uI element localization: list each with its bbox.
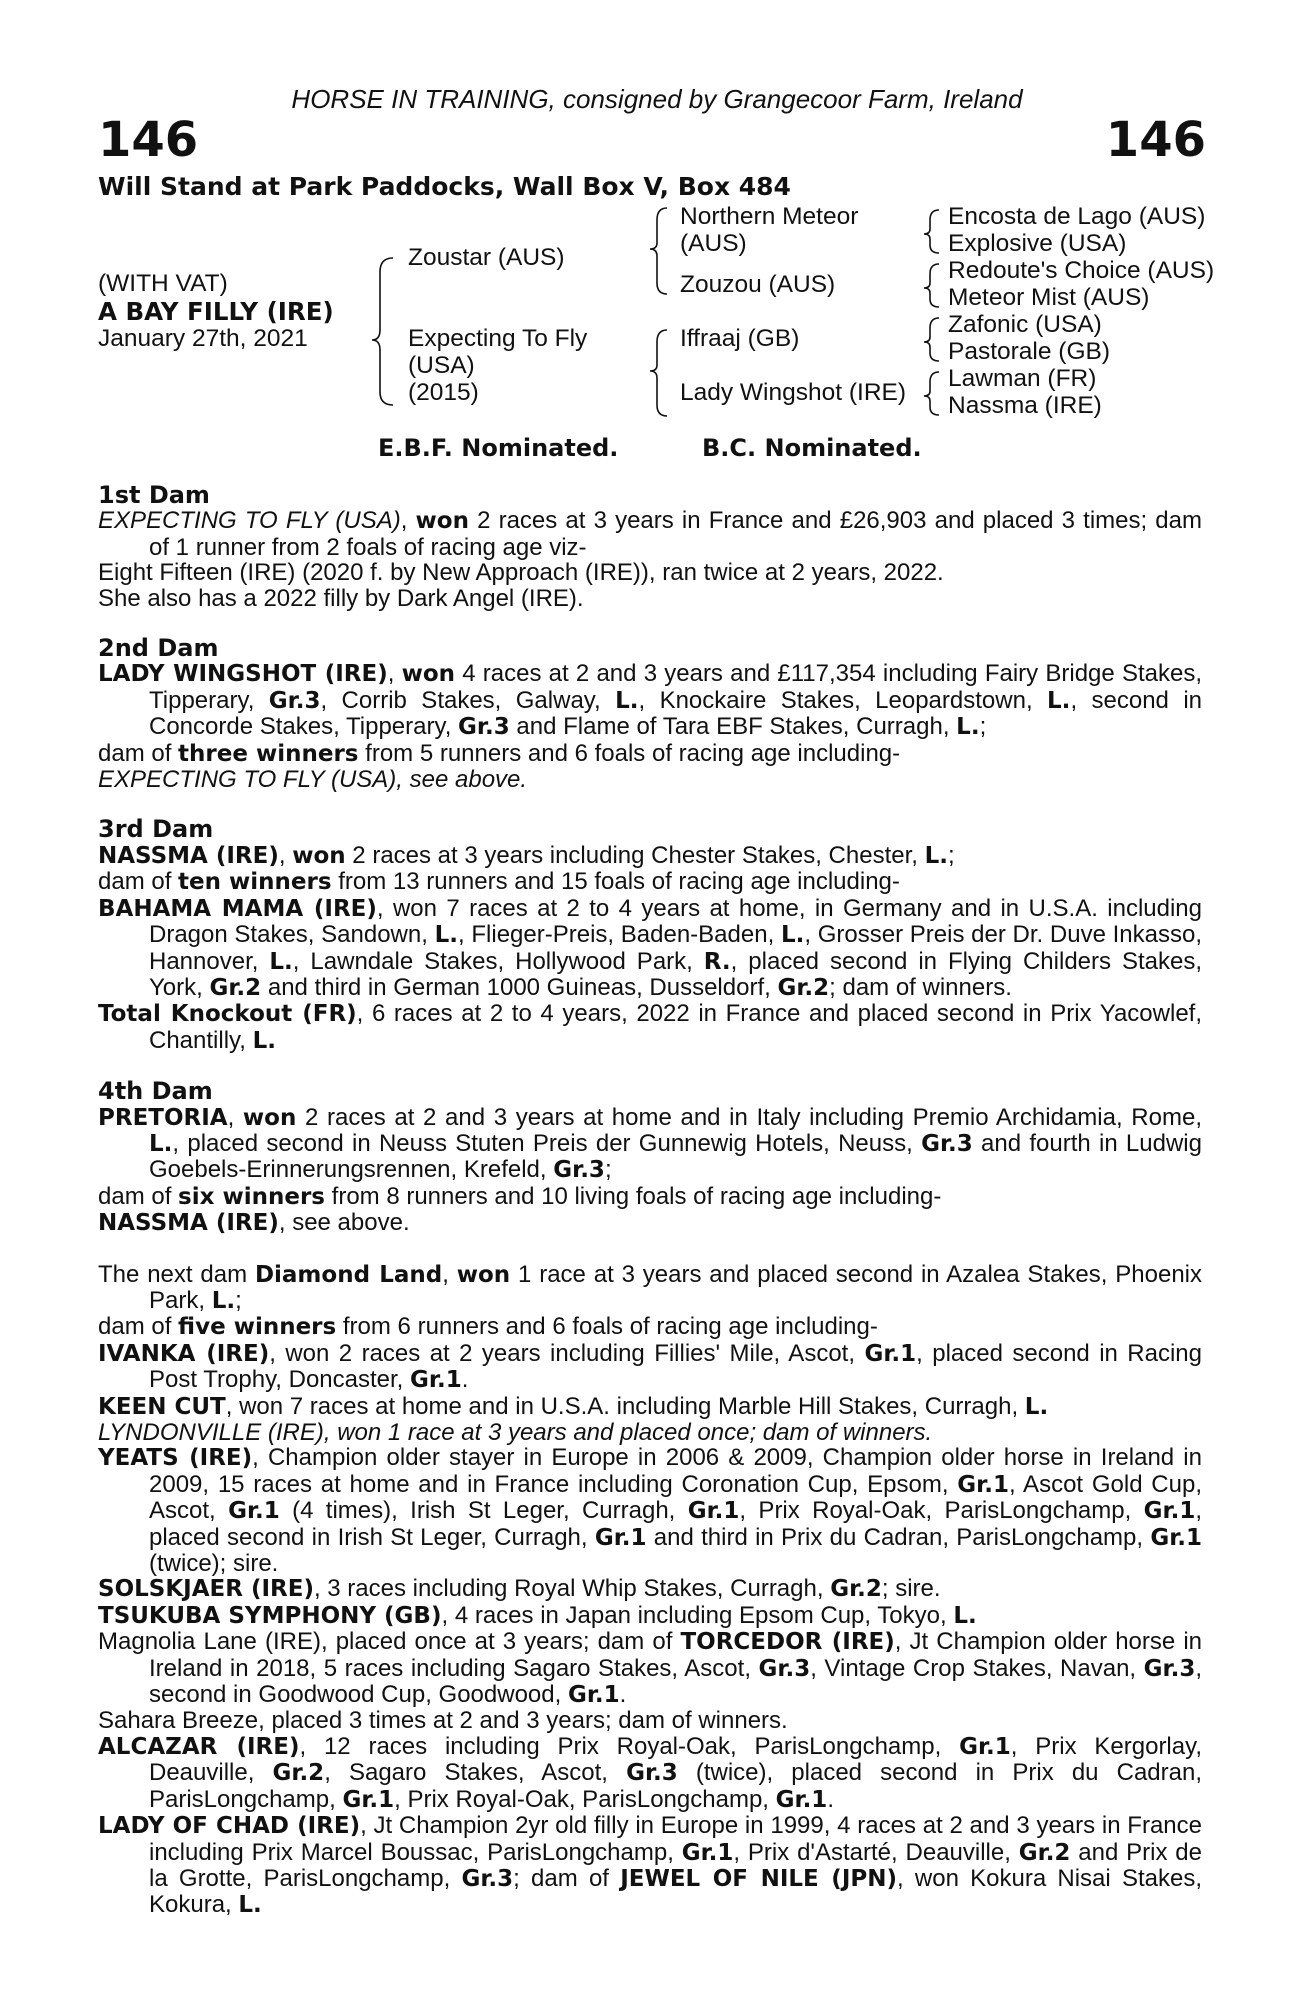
produce-record: BAHAMA MAMA (IRE), won 7 races at 2 to 4 years at home, in Germany and in U.S.A. including Dragon Stakes, Sandown, L., Flieger-Preis, Baden-Baden, L., Grosser Preis der Dr. Duve Inkasso, Hannover, L., Lawndale Stakes, Hollywood Park, R., placed second in Flying Childers Stakes, York, Gr.2 and third in German 1000 Guineas, Dusseldorf, Gr.2; dam of winners. [98,894,1203,1001]
dam-name-line3: (2015) [408,379,479,406]
produce-note: She also has a 2022 filly by Dark Angel (IRE). [98,584,584,612]
gen3-5: Zafonic (USA) [948,311,1102,338]
dam-name-line1: Expecting To Fly [408,325,588,352]
produce-record: LADY OF CHAD (IRE), Jt Champion 2yr old filly in Europe in 1999, 4 races at 2 and 3 years in France including Prix Marcel Boussac, ParisLongchamp, Gr.1, Prix d'Astarté, Deauville, Gr.2 and Prix de la Grotte, ParisLongchamp, Gr.3; dam of JEWEL OF NILE (JPN), won Kokura Nisai Stakes, Kokura, L. [98,1812,1202,1919]
gen3-2: Explosive (USA) [948,230,1127,257]
gen3-6: Pastorale (GB) [948,338,1111,365]
next-dam-entry: The next dam Diamond Land, won 1 race at 3 years and placed second in Azalea Stakes, Phoenix Park, L.; [98,1260,1203,1314]
gen3-1: Encosta de Lago (AUS) [948,203,1206,230]
ebf-nominated: E.B.F. Nominated. [378,434,619,462]
catalogue-body [98,483,1202,1919]
pedigree-braces [0,0,1314,440]
third-dam-entry: NASSMA (IRE), won 2 races at 3 years including Chester Stakes, Chester, L.; [98,841,955,869]
dam-name-line2: (USA) [408,352,475,379]
gen3-8: Nassma (IRE) [948,392,1102,419]
produce-record: IVANKA (IRE), won 2 races at 2 years including Fillies' Mile, Ascot, Gr.1, placed second in Racing Post Trophy, Doncaster, Gr.1. [98,1339,1203,1394]
catalogue-header: HORSE IN TRAINING, consigned by Grangecoor Farm, Ireland [291,84,1023,114]
produce-record: SOLSKJAER (IRE), 3 races including Royal Whip Stakes, Curragh, Gr.2; sire. [98,1575,941,1603]
second-dam-produce: dam of three winners from 5 runners and 6 foals of racing age including- [98,739,901,767]
gen3-3: Redoute's Choice (AUS) [948,257,1215,284]
foaling-date: January 27th, 2021 [98,325,308,352]
dam-dam: Lady Wingshot (IRE) [680,379,907,406]
produce-record: Total Knockout (FR), 6 races at 2 to 4 years, 2022 in France and placed second in Prix Yacowlef, Chantilly, L. [98,1000,1202,1054]
sire-dam: Zouzou (AUS) [680,271,836,298]
dam-sire: Iffraaj (GB) [680,325,800,352]
third-dam-produce: dam of ten winners from 13 runners and 15 foals of racing age including- [98,868,900,896]
fourth-dam-produce: dam of six winners from 8 runners and 10 living foals of racing age including- [98,1182,942,1210]
produce-record: Eight Fifteen (IRE) (2020 f. by New Approach (IRE)), ran twice at 2 years, 2022. [98,559,944,587]
gen3-7: Lawman (FR) [948,365,1097,392]
lot-number-right: 146 [1105,112,1206,168]
fourth-dam-heading: 4th Dam [98,1077,213,1106]
produce-record: NASSMA (IRE), see above. [98,1209,410,1237]
bc-nominated: B.C. Nominated. [702,434,922,462]
second-dam-heading: 2nd Dam [98,634,219,663]
sire-name: Zoustar (AUS) [408,244,565,271]
gen3-4: Meteor Mist (AUS) [948,284,1150,311]
horse-name: A BAY FILLY (IRE) [98,297,334,326]
sire-sire-line2: (AUS) [680,230,747,257]
produce-record: EXPECTING TO FLY (USA), see above. [98,766,528,794]
second-dam-entry: LADY WINGSHOT (IRE), won 4 races at 2 and 3 years and £117,354 including Fairy Bridge Stakes, Tipperary, Gr.3, Corrib Stakes, Galway, L., Knockaire Stakes, Leopardstown, L., second in Concorde Stakes, Tipperary, Gr.3 and Flame of Tara EBF Stakes, Curragh, L.; [98,660,1203,741]
produce-record: LYNDONVILLE (IRE), won 1 race at 3 years and placed once; dam of winners. [98,1419,933,1446]
produce-record: Magnolia Lane (IRE), placed once at 3 years; dam of TORCEDOR (IRE), Jt Champion older horse in Ireland in 2018, 5 races including Sagaro Stakes, Ascot, Gr.3, Vintage Crop Stakes, Navan, Gr.3, second in Goodwood Cup, Goodwood, Gr.1. [98,1628,1202,1709]
stand-location: Will Stand at Park Paddocks, Wall Box V, Box 484 [98,172,791,201]
sire-sire-line1: Northern Meteor [680,203,859,230]
produce-record: YEATS (IRE), Champion older stayer in Europe in 2006 & 2009, Champion older horse in Ireland in 2009, 15 races at home and in France including Coronation Cup, Epsom, Gr.1, Ascot Gold Cup, Ascot, Gr.1 (4 times), Irish St Leger, Curragh, Gr.1, Prix Royal-Oak, ParisLongchamp, Gr.1, placed second in Irish St Leger, Curragh, Gr.1 and third in Prix du Cadran, ParisLongchamp, Gr.1 (twice); sire. [98,1444,1203,1578]
first-dam-entry: EXPECTING TO FLY (USA), won 2 races at 3 years in France and £26,903 and placed 3 times; dam of 1 runner from 2 foals of racing age viz- [98,507,1202,561]
first-dam-heading: 1st Dam [98,481,210,509]
third-dam-heading: 3rd Dam [98,815,214,844]
produce-record: KEEN CUT, won 7 races at home and in U.S.A. including Marble Hill Stakes, Curragh, L. [98,1392,1049,1420]
produce-record: Sahara Breeze, placed 3 times at 2 and 3 years; dam of winners. [98,1707,788,1735]
produce-record: ALCAZAR (IRE), 12 races including Prix Royal-Oak, ParisLongchamp, Gr.1, Prix Kergorlay, Deauville, Gr.2, Sagaro Stakes, Ascot, Gr.3 (twice), placed second in Prix du Cadran, ParisLongchamp, Gr.1, Prix Royal-Oak, ParisLongchamp, Gr.1. [98,1732,1203,1813]
vat-note: (WITH VAT) [98,270,228,297]
lot-number-left: 146 [98,112,199,168]
next-dam-produce: dam of five winners from 6 runners and 6 foals of racing age including- [98,1313,878,1341]
produce-record: TSUKUBA SYMPHONY (GB), 4 races in Japan including Epsom Cup, Tokyo, L. [98,1601,977,1629]
fourth-dam-entry: PRETORIA, won 2 races at 2 and 3 years at home and in Italy including Premio Archidamia, Rome, L., placed second in Neuss Stuten Preis der Gunnewig Hotels, Neuss, Gr.3 and fourth in Ludwig Goebels-Erinnerungsrennen, Krefeld, Gr.3; [98,1103,1202,1184]
